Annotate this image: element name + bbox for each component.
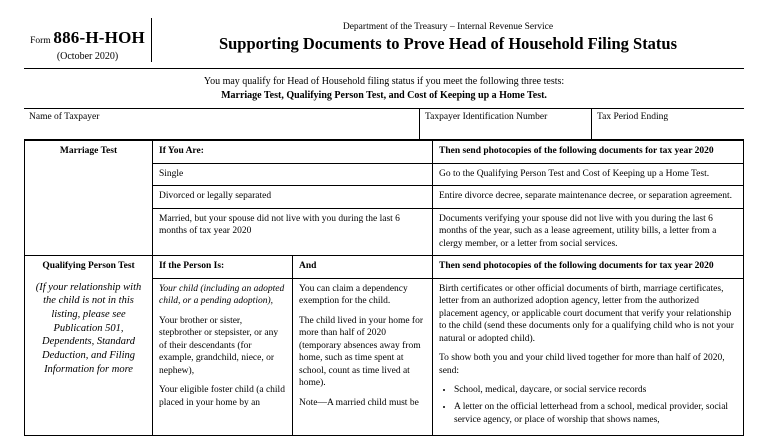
tax-period-label: Tax Period Ending: [597, 112, 669, 122]
marriage-row-2-condition: Married, but your spouse did not live with you during the last 6 months of tax year 2020: [153, 208, 433, 256]
qualifying-and-p3: Note—A married child must be: [299, 397, 419, 408]
qualifying-and-p2: The child lived in your home for more than half of 2020 (temporary absences away from home, such as time spent at school, count as time lived at home).: [299, 315, 423, 389]
qualifying-person-p2: Your brother or sister, stepbrother or stepsister, or any of their descendants (for example, grandchild, niece, or nephew),: [159, 315, 279, 376]
qualifying-person-p1: Your child (including an adopted child, or a pending adoption),: [159, 283, 285, 307]
qualifying-person-test-title: Qualifying Person Test: [42, 261, 135, 272]
marriage-test-label: Marriage Test: [25, 141, 153, 256]
form-label: Form: [30, 36, 51, 46]
qualifying-and-p1: You can claim a dependency exemption for the child.: [299, 283, 408, 307]
taxpayer-tin-label: Taxpayer Identification Number: [425, 112, 548, 122]
page-title: Supporting Documents to Prove Head of Household Filing Status: [218, 34, 678, 53]
form-number: 886-H-HOH: [53, 28, 145, 47]
qualifying-person-p3: Your eligible foster child (a child placed in your home by an: [159, 385, 285, 408]
intro-line-2: Marriage Test, Qualifying Person Test, and Cost of Keeping up a Home Test.: [221, 89, 547, 101]
marriage-row-0-condition: Single: [153, 163, 433, 186]
taxpayer-info-row: [24, 109, 744, 140]
form-identifier: [24, 18, 152, 62]
qualifying-col2-header: And: [293, 256, 433, 279]
marriage-row-1-documents: Entire divorce decree, separate maintenance decree, or separation agreement.: [433, 186, 744, 209]
marriage-row-1-condition: Divorced or legally separated: [153, 186, 433, 209]
qualifying-documents-cell: [433, 278, 744, 435]
qualifying-col1-header: If the Person Is:: [153, 256, 293, 279]
intro-line-1: You may qualify for Head of Household filing status if you meet the following three tests:: [203, 76, 565, 87]
marriage-row-2-documents: Documents verifying your spouse did not live with you during the last 6 months of the year, such as a lease agreement, utility bills, a letter from a clergy member, or a letter from social services.: [433, 208, 744, 256]
form-revision-date: (October 2020): [56, 51, 119, 62]
tests-table: [24, 140, 744, 436]
title-block: [152, 18, 744, 62]
qualifying-col3-header: Then send photocopies of the following documents for tax year 2020: [433, 256, 744, 279]
marriage-row-0-documents: Go to the Qualifying Person Test and Cost of Keeping up a Home Test.: [433, 163, 744, 186]
qualifying-person-test-label: [25, 256, 153, 436]
qualifying-docs-p1: Birth certificates or other official documents of birth, marriage certificates, letter from an authorized adoption agency, letter from the authorized placement agency, or applicable court document that verify your relationship to the child (send these documents only for a qualifying child who is not your natural or adopted child).: [439, 283, 734, 344]
intro-block: [24, 69, 744, 109]
qualifying-docs-p2: To show both you and your child lived together for more than half of 2020, send:: [439, 353, 725, 376]
qualifying-person-test-note: (If your relationship with the child is not in this listing, please see Publication 501, Dependents, Standard Deduction, and Filing Information for more: [35, 281, 142, 375]
list-item: • School, medical, daycare, or social service records: [454, 384, 737, 397]
table-row: [25, 256, 744, 279]
table-row: [25, 141, 744, 164]
marriage-test-col2-header: Then send photocopies of the following documents for tax year 2020: [433, 141, 744, 164]
qualifying-person-cell: [153, 278, 293, 435]
taxpayer-name-field[interactable]: [24, 109, 420, 139]
form-header: [24, 18, 744, 69]
tax-period-field[interactable]: [592, 109, 744, 139]
list-item: • A letter on the official letterhead from a school, medical provider, social service agency, or place of worship that shows names,: [454, 401, 737, 426]
marriage-test-col1-header: If You Are:: [153, 141, 433, 164]
qualifying-docs-list: [439, 384, 737, 426]
agency-line: Department of the Treasury – Internal Revenue Service: [342, 22, 554, 32]
taxpayer-name-label: Name of Taxpayer: [29, 112, 100, 122]
qualifying-and-cell: [293, 278, 433, 435]
taxpayer-tin-field[interactable]: [420, 109, 592, 139]
